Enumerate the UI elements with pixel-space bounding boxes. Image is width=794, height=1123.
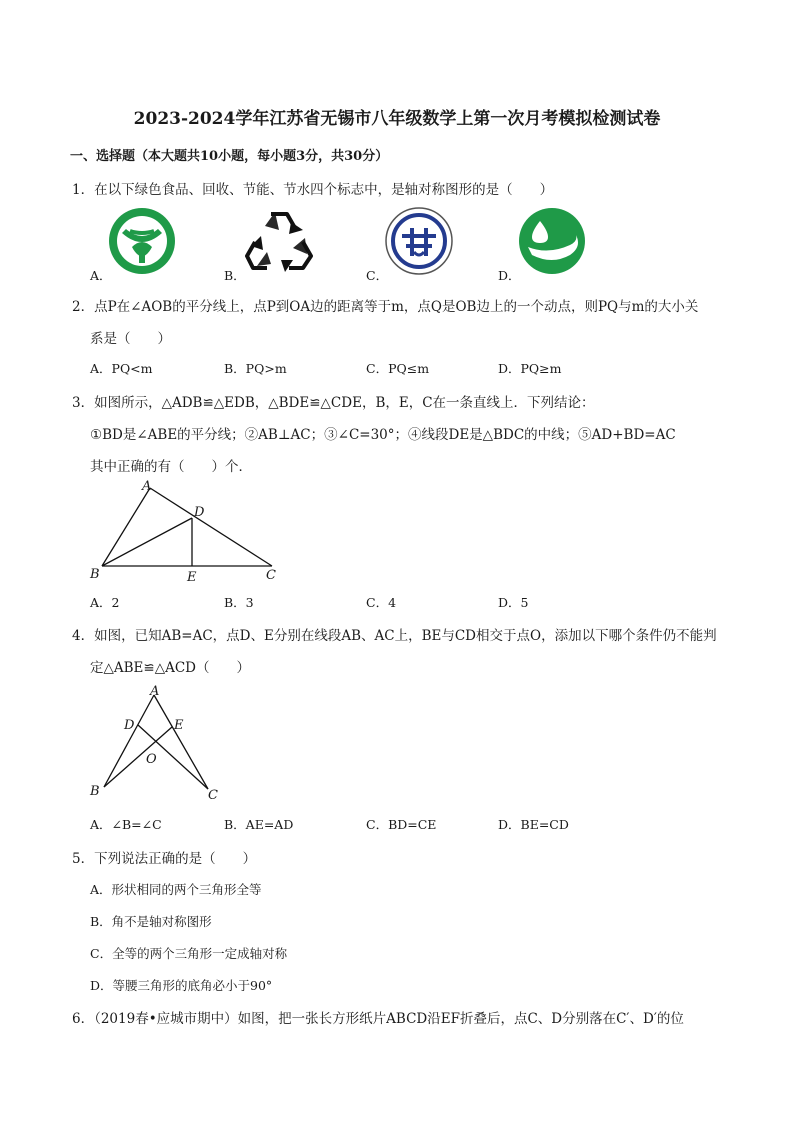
q5-option-c: C．全等的两个三角形一定成轴对称 — [90, 946, 288, 961]
question-4-stem-line-1: 4．如图，已知AB=AC，点D、E分别在线段AB、AC上，BE与CD相交于点O，添加以下哪个条件仍不能判 — [72, 628, 717, 644]
q2-option-c: C．PQ≤m — [366, 361, 430, 376]
q4-option-d: D．BE=CD — [498, 817, 569, 832]
q3-label-c: C — [266, 568, 276, 583]
q5-option-d: D．等腰三角形的底角必小于90° — [90, 978, 273, 993]
q1-option-b: B． — [224, 268, 246, 283]
question-1-stem: 1．在以下绿色食品、回收、节能、节水四个标志中，是轴对称图形的是（ ） — [72, 182, 554, 198]
q4-label-o: O — [146, 752, 157, 767]
question-4-stem-line-2: 定△ABE≌△ACD（ ） — [90, 660, 251, 676]
q4-label-a: A — [150, 684, 160, 699]
q4-option-b: B．AE=AD — [224, 817, 294, 832]
water-saving-logo-icon — [518, 207, 586, 275]
q3-option-a: A．2 — [90, 595, 120, 610]
q3-option-c: C．4 — [366, 595, 397, 610]
question-6-stem: 6．（2019春•应城市期中）如图，把一张长方形纸片ABCD沿EF折叠后，点C、D分别落在C′、D′的位 — [72, 1011, 684, 1027]
page-title: 2023-2024学年江苏省无锡市八年级数学上第一次月考模拟检测试卷 — [133, 109, 661, 129]
question-3-stem-line-1: 3．如图所示，△ADB≌△EDB，△BDE≌△CDE，B，E，C在一条直线上．下列结论： — [72, 395, 595, 411]
q3-option-d: D．5 — [498, 595, 529, 610]
green-food-logo-icon — [108, 207, 176, 275]
q3-label-a: A — [142, 479, 152, 494]
q4-label-d: D — [124, 718, 135, 733]
q1-option-c: C． — [366, 268, 389, 283]
q2-option-d: D．PQ≥m — [498, 361, 562, 376]
question-2-stem-line-2: 系是（ ） — [90, 331, 171, 347]
q3-label-b: B — [90, 567, 100, 582]
section-heading: 一、选择题（本大题共10小题，每小题3分，共30分） — [70, 149, 389, 164]
q3-option-b: B．3 — [224, 595, 254, 610]
q5-option-a: A．形状相同的两个三角形全等 — [90, 882, 262, 897]
q3-triangle-diagram — [86, 478, 286, 588]
q2-option-b: B．PQ>m — [224, 361, 287, 376]
q5-option-b: B．角不是轴对称图形 — [90, 914, 212, 929]
q2-option-a: A．PQ<m — [90, 361, 153, 376]
energy-saving-logo-icon — [384, 206, 454, 276]
recycle-logo-icon — [245, 208, 313, 274]
q1-option-a: A． — [90, 268, 112, 283]
q4-label-c: C — [208, 788, 218, 803]
q4-label-b: B — [90, 784, 100, 799]
q4-triangle-diagram — [86, 683, 226, 805]
q4-option-c: C．BD=CE — [366, 817, 437, 832]
q3-label-e: E — [187, 570, 197, 585]
question-5-stem: 5．下列说法正确的是（ ） — [72, 851, 257, 867]
q1-option-d: D． — [498, 268, 521, 283]
q3-label-d: D — [194, 505, 205, 520]
question-2-stem-line-1: 2．点P在∠AOB的平分线上，点P到OA边的距离等于m，点Q是OB边上的一个动点，则PQ与m的大小关 — [72, 299, 699, 315]
question-3-stem-line-2: ①BD是∠ABE的平分线；②AB⊥AC；③∠C=30°；④线段DE是△BDC的中线；⑤AD+BD=AC — [90, 427, 676, 443]
question-3-stem-line-3: 其中正确的有（ ）个． — [90, 459, 252, 475]
q4-label-e: E — [174, 718, 184, 733]
q4-option-a: A．∠B=∠C — [90, 817, 162, 832]
